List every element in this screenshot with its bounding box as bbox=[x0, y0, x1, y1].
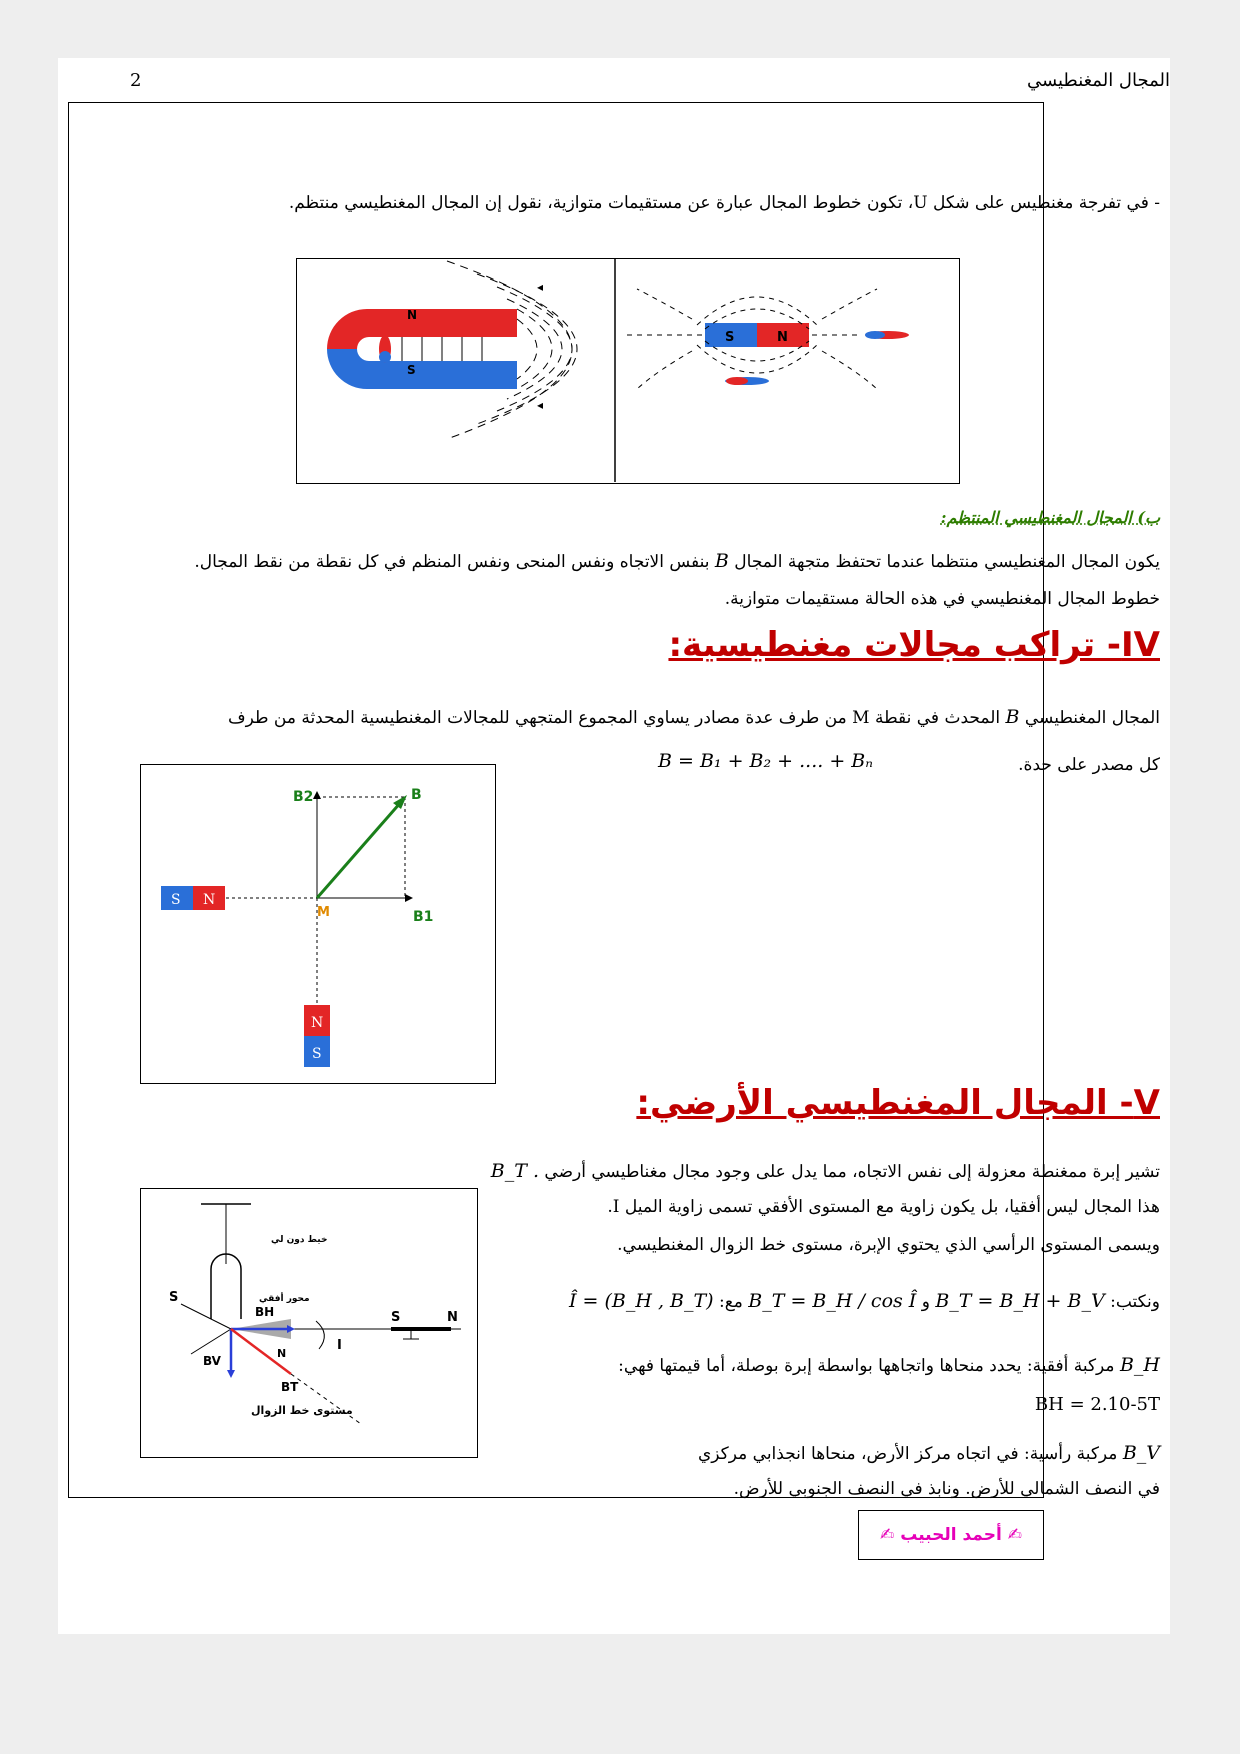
fig-superposition bbox=[140, 764, 496, 1084]
formula-incline: Î = (B_H , B_T) bbox=[568, 1290, 714, 1312]
we-write: ونكتب: bbox=[1110, 1292, 1160, 1312]
pen-icon: ✍ bbox=[1007, 1525, 1022, 1545]
subsection-b-para1-a: يكون المجال المغنطيسي منتظما عندما تحتفظ متجهة المجال bbox=[734, 552, 1160, 572]
subsection-b-para1 bbox=[194, 548, 1160, 575]
fig-inclination bbox=[140, 1188, 478, 1458]
header-title: المجال المغنطيسي bbox=[1026, 70, 1170, 91]
section4-para1 bbox=[228, 704, 1160, 731]
bh-label: B_H bbox=[1119, 1354, 1160, 1376]
section5-line1-text: تشير إبرة ممغنطة معزولة إلى نفس الاتجاه، مما يدل على وجود مجال مغناطيسي أرضي bbox=[544, 1162, 1160, 1182]
meridian-label: مستوى خط الزوال bbox=[251, 1404, 353, 1417]
author-badge bbox=[858, 1510, 1044, 1560]
section5-line3: ويسمى المستوى الرأسي الذي يحتوي الإبرة، مستوى خط الزوال المغنطيسي. bbox=[617, 1235, 1160, 1255]
u-magnet-north: N bbox=[407, 308, 418, 322]
pen-icon-2: ✍ bbox=[880, 1525, 895, 1545]
section5-line1-vec: B_T . bbox=[490, 1160, 540, 1182]
svg-text:◂: ◂ bbox=[537, 280, 544, 294]
bh-value: BH = 2.10-5T bbox=[1034, 1394, 1160, 1415]
earth-formulas bbox=[569, 1288, 1160, 1315]
bh-line bbox=[618, 1352, 1160, 1379]
bh-text: مركبة أفقية: يحدد منحاها واتجاهها بواسطة إبرة بوصلة، أما قيمتها فهي: bbox=[618, 1356, 1115, 1376]
section4-heading: IV- تراكب مجالات مغنطيسية: bbox=[668, 625, 1160, 665]
section5-heading: V- المجال المغنطيسي الأرضي: bbox=[636, 1083, 1160, 1123]
section4-vector-b: B bbox=[1005, 706, 1020, 728]
with-word: مع: bbox=[718, 1292, 743, 1312]
fig-magnets bbox=[296, 258, 960, 484]
bar-magnet-north: N bbox=[777, 330, 788, 345]
fig-magnets-svg bbox=[297, 259, 958, 482]
bv-text2: في النصف الشمالي للأرض. ونابذ في النصف الجنوبي للأرض. bbox=[733, 1479, 1160, 1499]
bv-line bbox=[698, 1440, 1160, 1467]
vector-b: B bbox=[714, 550, 729, 572]
bv-text: مركبة رأسية: في اتجاه مركز الأرض، منحاها انجذابي مركزي bbox=[697, 1444, 1118, 1464]
formula-bt-sum: B_T = B_H + B_V bbox=[935, 1290, 1105, 1312]
section5-line1 bbox=[491, 1158, 1160, 1185]
section4-para2: كل مصدر على حدة. bbox=[1018, 755, 1160, 775]
bar-magnet-south: S bbox=[725, 330, 735, 345]
label-m: M bbox=[317, 905, 330, 920]
bar-magnet bbox=[627, 289, 909, 389]
fig3-bh: BH bbox=[255, 1305, 275, 1319]
fig3-angle-i: I bbox=[337, 1338, 342, 1353]
u-magnet bbox=[327, 261, 577, 439]
bottom-magnet-s: S bbox=[312, 1046, 322, 1062]
svg-text:◂: ◂ bbox=[537, 398, 544, 412]
subsection-b-para1-b: بنفس الاتجاه ونفس المنحى ونفس المنظم في كل نقطة من نقط المجال. bbox=[194, 552, 710, 572]
section4-para1-a: المجال المغنطيسي bbox=[1024, 708, 1160, 728]
author-name: أحمد الحبيب bbox=[900, 1525, 1002, 1545]
fig3-bv: BV bbox=[203, 1354, 221, 1368]
fig-superposition-svg bbox=[141, 765, 494, 1082]
section4-para1-b: المحدث في نقطة M من طرف عدة مصادر يساوي المجموع المتجهي للمجالات المغنطيسية المحدثة من طرف bbox=[227, 708, 1001, 728]
left-magnet-n: N bbox=[203, 892, 216, 908]
page-number: 2 bbox=[130, 70, 142, 91]
and-word: و bbox=[921, 1292, 930, 1312]
needle-s: S bbox=[169, 1290, 179, 1305]
subsection-b-title: ب) المجال المغنطيسي المنتظم: bbox=[940, 508, 1160, 527]
axis-label: محور أفقي bbox=[259, 1294, 310, 1304]
formula-bt-cos: B_T = B_H / cos Î bbox=[748, 1290, 917, 1312]
left-magnet-s: S bbox=[171, 892, 181, 908]
u-magnet-south: S bbox=[407, 363, 416, 377]
fig-inclination-svg bbox=[141, 1189, 476, 1456]
section5-line2: هذا المجال ليس أفقيا، بل يكون زاوية مع المستوى الأفقي تسمى زاوية الميل I. bbox=[607, 1197, 1160, 1217]
thread-label: خيط دون لي bbox=[271, 1235, 328, 1245]
bottom-magnet-n: N bbox=[311, 1015, 324, 1031]
label-b1: B1 bbox=[413, 909, 434, 925]
compass-n: N bbox=[447, 1310, 458, 1325]
bv-label: B_V bbox=[1122, 1442, 1160, 1464]
compass-s: S bbox=[391, 1310, 401, 1325]
needle-n: N bbox=[277, 1347, 287, 1360]
label-b2: B2 bbox=[293, 789, 314, 805]
resultant-vector bbox=[317, 802, 401, 898]
subsection-b-para2: خطوط المجال المغنطيسي في هذه الحالة مستقيمات متوازية. bbox=[724, 589, 1160, 609]
fig3-bt: BT bbox=[281, 1380, 299, 1394]
label-b: B bbox=[411, 787, 422, 803]
intro-text: - في تفرجة مغنطيس على شكل U، تكون خطوط المجال عبارة عن مستقيمات متوازية، نقول إن المجال المغنطيسي منتظم. bbox=[288, 193, 1160, 213]
superposition-formula: B = B₁ + B₂ + .... + Bₙ bbox=[658, 750, 873, 772]
